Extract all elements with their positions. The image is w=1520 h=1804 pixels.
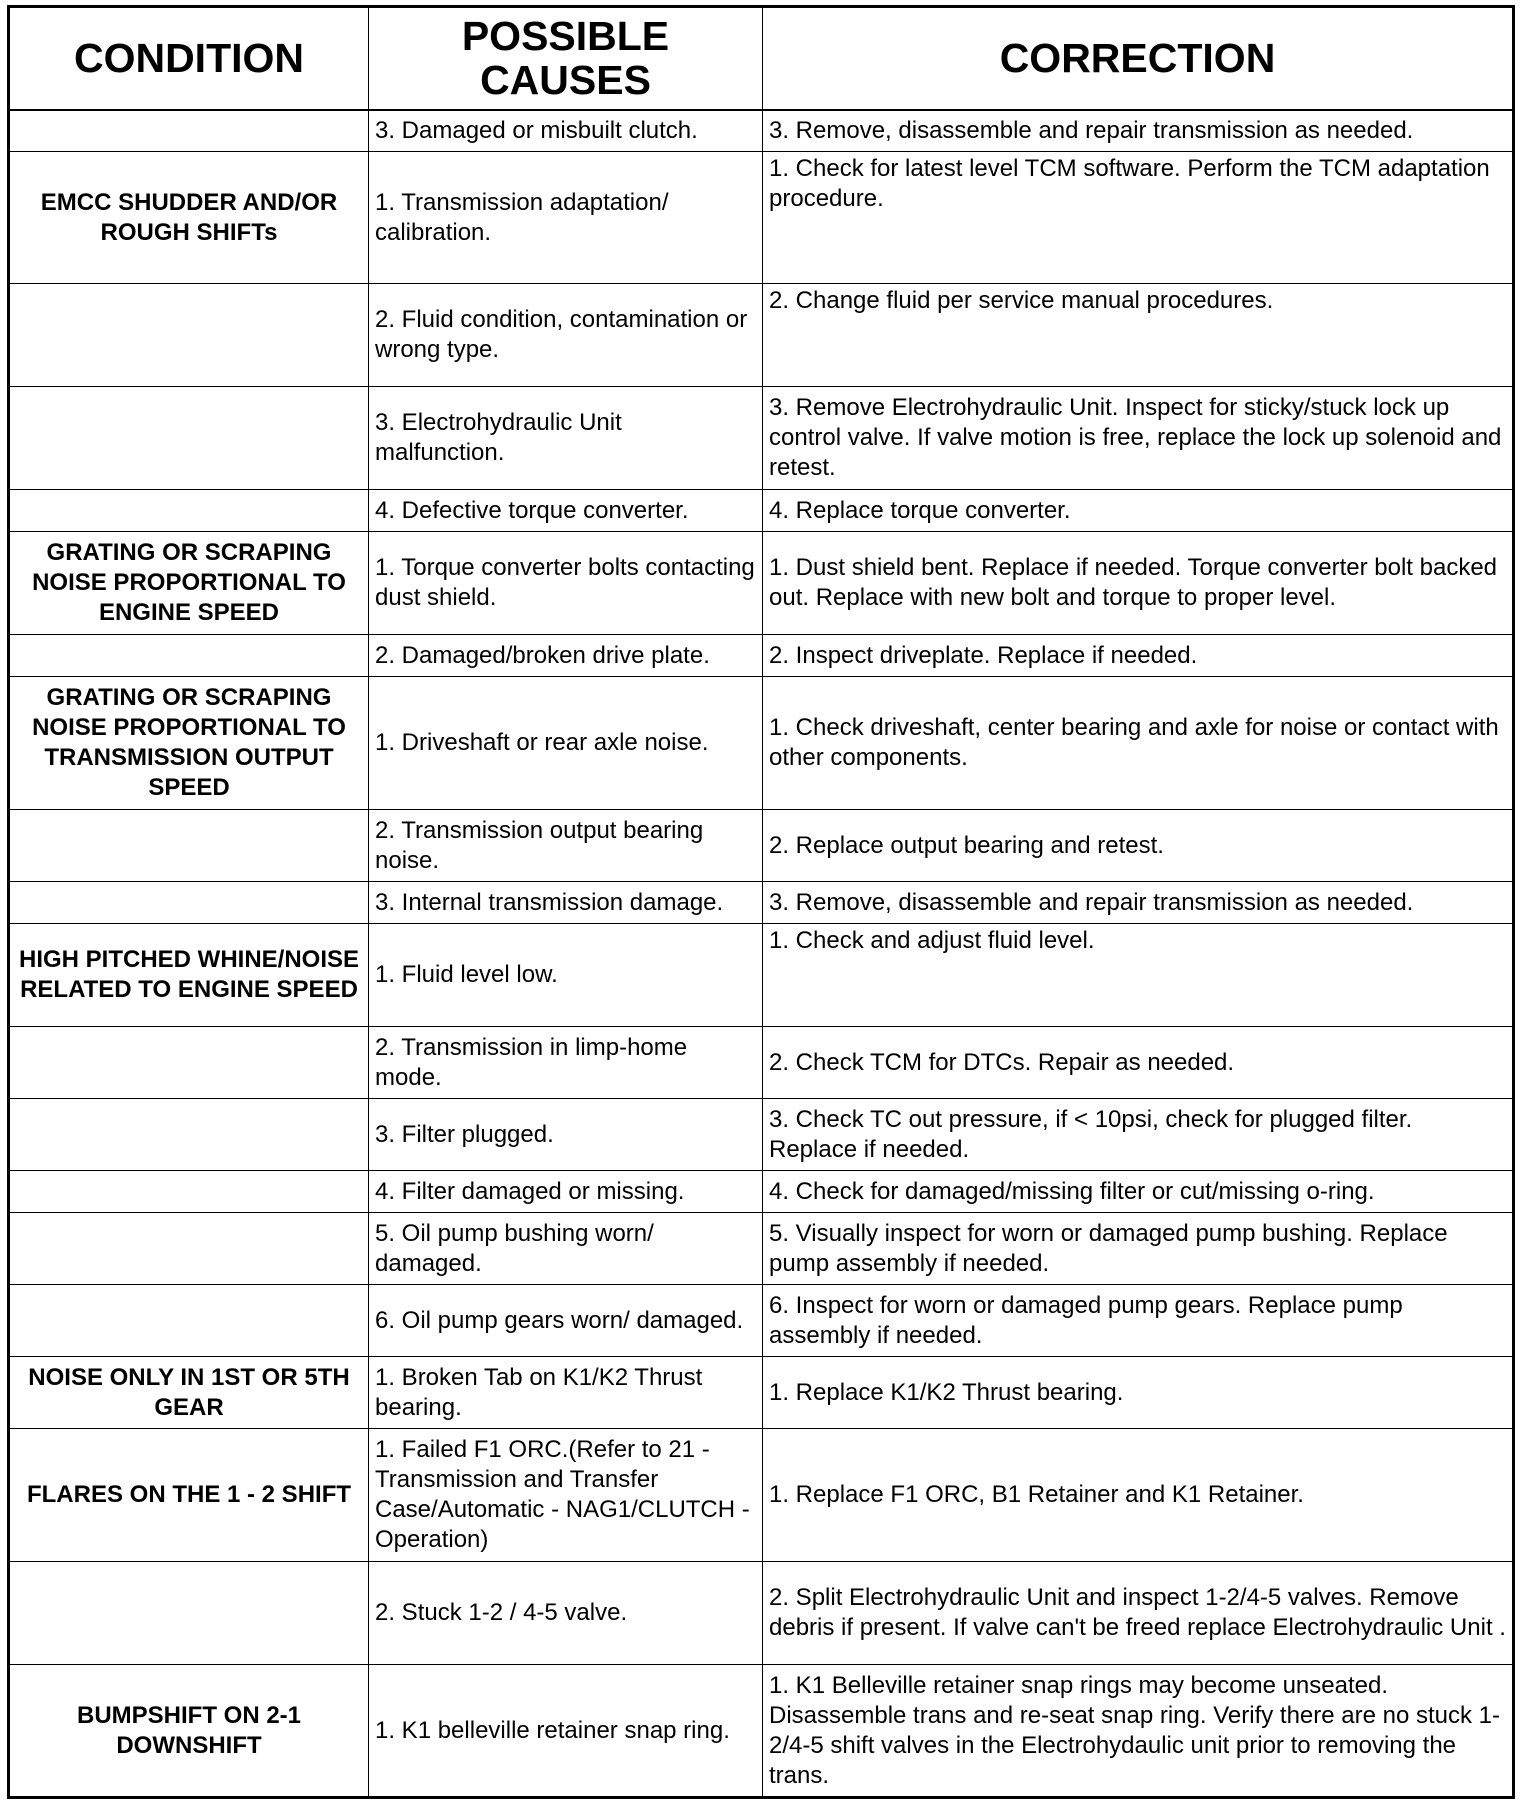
correction-cell: 2. Change fluid per service manual procedures. <box>763 284 1514 387</box>
condition-cell: HIGH PITCHED WHINE/NOISE RELATED TO ENGINE SPEED <box>9 924 369 1027</box>
cause-cell: 2. Fluid condition, contamination or wrong type. <box>369 284 763 387</box>
condition-cell <box>9 882 369 924</box>
header-causes-line2: CAUSES <box>480 57 651 104</box>
cause-cell: 1. Transmission adaptation/ calibration. <box>369 152 763 284</box>
condition-cell <box>9 635 369 677</box>
correction-cell: 1. Check for latest level TCM software. Perform the TCM adaptation procedure. <box>763 152 1514 284</box>
table-row <box>9 1665 1514 1798</box>
cause-cell: 3. Internal transmission damage. <box>369 882 763 924</box>
condition-cell <box>9 1027 369 1099</box>
table-row <box>9 882 1514 924</box>
header-row <box>9 7 1514 110</box>
correction-cell: 2. Check TCM for DTCs. Repair as needed. <box>763 1027 1514 1099</box>
correction-cell: 2. Split Electrohydraulic Unit and inspect 1-2/4-5 valves. Remove debris if present. If valve can't be freed replace Electrohydraulic Unit . <box>763 1562 1514 1665</box>
correction-cell: 4. Check for damaged/missing filter or cut/missing o-ring. <box>763 1171 1514 1213</box>
cause-cell: 3. Damaged or misbuilt clutch. <box>369 110 763 152</box>
cause-cell: 5. Oil pump bushing worn/ damaged. <box>369 1213 763 1285</box>
cause-cell: 1. Broken Tab on K1/K2 Thrust bearing. <box>369 1357 763 1429</box>
table-row <box>9 1099 1514 1171</box>
condition-cell <box>9 1213 369 1285</box>
correction-cell: 3. Remove Electrohydraulic Unit. Inspect for sticky/stuck lock up control valve. If valve motion is free, replace the lock up solenoid and retest. <box>763 387 1514 490</box>
cause-cell: 1. K1 belleville retainer snap ring. <box>369 1665 763 1798</box>
cause-cell: 1. Failed F1 ORC.(Refer to 21 - Transmission and Transfer Case/Automatic - NAG1/CLUTCH - Operation) <box>369 1429 763 1562</box>
correction-cell: 1. Dust shield bent. Replace if needed. Torque converter bolt backed out. Replace with new bolt and torque to proper level. <box>763 532 1514 635</box>
condition-cell <box>9 1285 369 1357</box>
table-row <box>9 677 1514 810</box>
table-row <box>9 532 1514 635</box>
cause-cell: 3. Filter plugged. <box>369 1099 763 1171</box>
correction-cell: 2. Replace output bearing and retest. <box>763 810 1514 882</box>
table-row <box>9 1213 1514 1285</box>
cause-cell: 1. Driveshaft or rear axle noise. <box>369 677 763 810</box>
correction-cell: 3. Check TC out pressure, if < 10psi, check for plugged filter. Replace if needed. <box>763 1099 1514 1171</box>
condition-cell: BUMPSHIFT ON 2-1 DOWNSHIFT <box>9 1665 369 1798</box>
condition-cell <box>9 1171 369 1213</box>
cause-cell: 4. Filter damaged or missing. <box>369 1171 763 1213</box>
table-row <box>9 1562 1514 1665</box>
condition-cell <box>9 284 369 387</box>
correction-cell: 3. Remove, disassemble and repair transmission as needed. <box>763 882 1514 924</box>
table-row <box>9 152 1514 284</box>
table-row <box>9 924 1514 1027</box>
condition-cell <box>9 490 369 532</box>
condition-cell <box>9 1099 369 1171</box>
table-row <box>9 810 1514 882</box>
header-causes-line1: POSSIBLE <box>461 13 670 60</box>
cause-cell: 4. Defective torque converter. <box>369 490 763 532</box>
table-row <box>9 1171 1514 1213</box>
correction-cell: 2. Inspect driveplate. Replace if needed. <box>763 635 1514 677</box>
table-row <box>9 1027 1514 1099</box>
cause-cell: 3. Electrohydraulic Unit malfunction. <box>369 387 763 490</box>
header-possible-causes <box>369 7 763 110</box>
table-row <box>9 1357 1514 1429</box>
correction-cell: 1. Check driveshaft, center bearing and axle for noise or contact with other components. <box>763 677 1514 810</box>
correction-cell: 1. Check and adjust fluid level. <box>763 924 1514 1027</box>
correction-cell: 4. Replace torque converter. <box>763 490 1514 532</box>
cause-cell: 1. Torque converter bolts contacting dust shield. <box>369 532 763 635</box>
cause-cell: 2. Transmission output bearing noise. <box>369 810 763 882</box>
condition-cell <box>9 810 369 882</box>
header-condition: CONDITION <box>9 7 369 110</box>
diagnosis-table <box>7 5 1515 1799</box>
table-row <box>9 1429 1514 1562</box>
cause-cell: 6. Oil pump gears worn/ damaged. <box>369 1285 763 1357</box>
correction-cell: 1. Replace F1 ORC, B1 Retainer and K1 Retainer. <box>763 1429 1514 1562</box>
condition-cell <box>9 387 369 490</box>
condition-cell: FLARES ON THE 1 - 2 SHIFT <box>9 1429 369 1562</box>
condition-cell: NOISE ONLY IN 1ST OR 5TH GEAR <box>9 1357 369 1429</box>
condition-cell <box>9 1562 369 1665</box>
cause-cell: 2. Damaged/broken drive plate. <box>369 635 763 677</box>
table-row <box>9 110 1514 152</box>
correction-cell: 1. K1 Belleville retainer snap rings may become unseated. Disassemble trans and re-seat snap ring. Verify there are no stuck 1-2/4-5 shift valves in the Electrohydaulic unit prior to removing the trans. <box>763 1665 1514 1798</box>
condition-cell: GRATING OR SCRAPING NOISE PROPORTIONAL TO TRANSMISSION OUTPUT SPEED <box>9 677 369 810</box>
correction-cell: 5. Visually inspect for worn or damaged pump bushing. Replace pump assembly if needed. <box>763 1213 1514 1285</box>
correction-cell: 6. Inspect for worn or damaged pump gears. Replace pump assembly if needed. <box>763 1285 1514 1357</box>
header-correction: CORRECTION <box>763 7 1514 110</box>
table-row <box>9 490 1514 532</box>
condition-cell: GRATING OR SCRAPING NOISE PROPORTIONAL TO ENGINE SPEED <box>9 532 369 635</box>
cause-cell: 2. Transmission in limp-home mode. <box>369 1027 763 1099</box>
correction-cell: 1. Replace K1/K2 Thrust bearing. <box>763 1357 1514 1429</box>
cause-cell: 2. Stuck 1-2 / 4-5 valve. <box>369 1562 763 1665</box>
table-row <box>9 284 1514 387</box>
cause-cell: 1. Fluid level low. <box>369 924 763 1027</box>
table-row <box>9 635 1514 677</box>
table-row <box>9 387 1514 490</box>
table-row <box>9 1285 1514 1357</box>
condition-cell: EMCC SHUDDER AND/OR ROUGH SHIFTs <box>9 152 369 284</box>
correction-cell: 3. Remove, disassemble and repair transmission as needed. <box>763 110 1514 152</box>
condition-cell <box>9 110 369 152</box>
